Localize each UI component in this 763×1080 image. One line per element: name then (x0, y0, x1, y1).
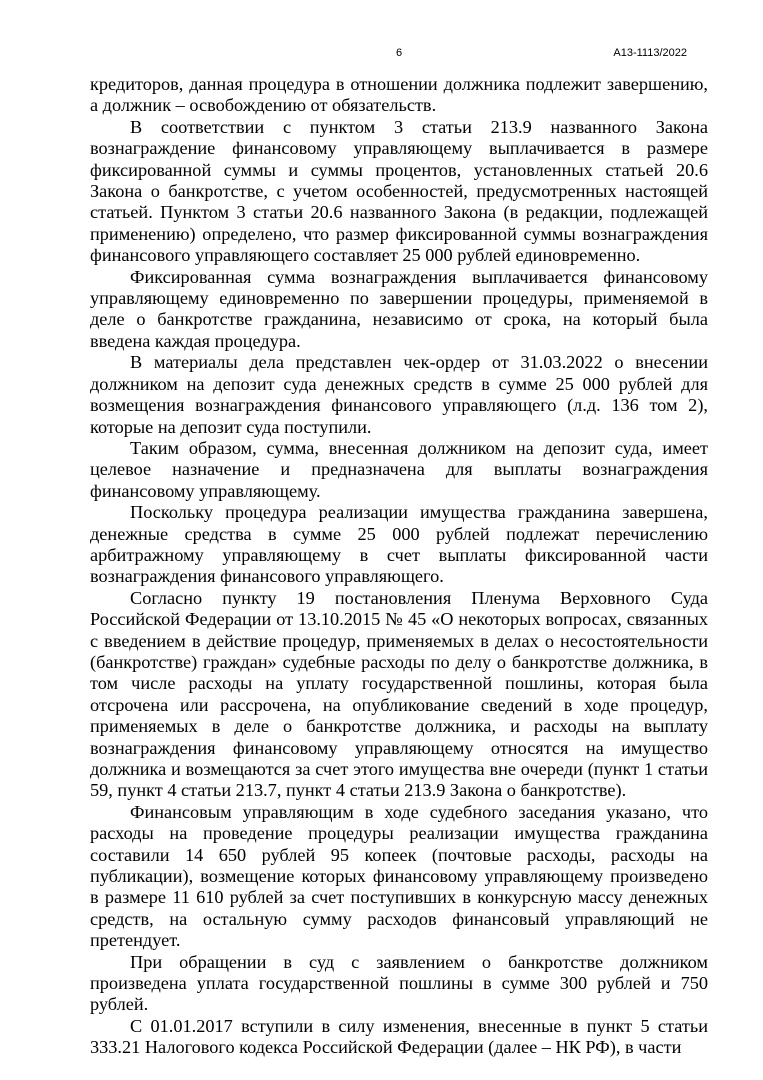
document-body (90, 74, 708, 1059)
paragraph: Таким образом, сумма, внесенная должником на депозит суда, имеет целевое назначение и предназначена для выплаты вознаграждения финансовому управляющему. (90, 437, 708, 501)
paragraph: Согласно пункту 19 постановления Пленума Верховного Суда Российской Федерации от 13.10.2015 № 45 «О некоторых вопросах, связанных с введением в действие процедур, применяемых в делах о несостоятельности (банкротстве) граждан» судебные расходы по делу о банкротстве должника, в том числе расходы на уплату государственной пошлины, которая была отсрочена или рассрочена, на опубликование сведений в ходе процедур, применяемых в деле о банкротстве должника, и расходы на выплату вознаграждения финансовому управляющему относятся на имущество должника и возмещаются за счет этого имущества вне очереди (пункт 1 статьи 59, пункт 4 статьи 213.7, пункт 4 статьи 213.9 Закона о банкротстве). (90, 587, 708, 801)
case-number: А13-1113/2022 (613, 47, 687, 59)
paragraph: При обращении в суд с заявлением о банкротстве должником произведена уплата государственной пошлины в сумме 300 рублей и 750 рублей. (90, 951, 708, 1015)
page-header (0, 47, 763, 63)
paragraph: Поскольку процедура реализации имущества гражданина завершена, денежные средства в сумме 25 000 рублей подлежат перечислению арбитражному управляющему в счет выплаты фиксированной части вознаграждения финансового управляющего. (90, 502, 708, 587)
page-number: 6 (396, 47, 403, 59)
paragraph: Фиксированная сумма вознаграждения выплачивается финансовому управляющему единовременно по завершении процедуры, применяемой в деле о банкротстве гражданина, независимо от срока, на который была введена каждая процедура. (90, 266, 708, 351)
paragraph: Финансовым управляющим в ходе судебного заседания указано, что расходы на проведение процедуры реализации имущества гражданина составили 14 650 рублей 95 копеек (почтовые расходы, расходы на публикации), возмещение которых финансовому управляющему произведено в размере 11 610 рублей за счет поступивших в конкурсную массу денежных средств, на остальную сумму расходов финансовый управляющий не претендует. (90, 801, 708, 951)
paragraph: В материалы дела представлен чек-ордер от 31.03.2022 о внесении должником на депозит суда денежных средств в сумме 25 000 рублей для возмещения вознаграждения финансового управляющего (л.д. 136 том 2), которые на депозит суда поступили. (90, 352, 708, 437)
paragraph: С 01.01.2017 вступили в силу изменения, внесенные в пункт 5 статьи 333.21 Налогового кодекса Российской Федерации (далее – НК РФ), в части (90, 1015, 708, 1058)
paragraph: В соответствии с пунктом 3 статьи 213.9 названного Закона вознаграждение финансовому управляющему выплачивается в размере фиксированной суммы и суммы процентов, установленных статьей 20.6 Закона о банкротстве, с учетом особенностей, предусмотренных настоящей статьей. Пунктом 3 статьи 20.6 названного Закона (в редакции, подлежащей применению) определено, что размер фиксированной суммы вознаграждения финансового управляющего составляет 25 000 рублей единовременно. (90, 116, 708, 266)
paragraph: кредиторов, данная процедура в отношении должника подлежит завершению, а должник – освобождению от обязательств. (90, 74, 708, 116)
